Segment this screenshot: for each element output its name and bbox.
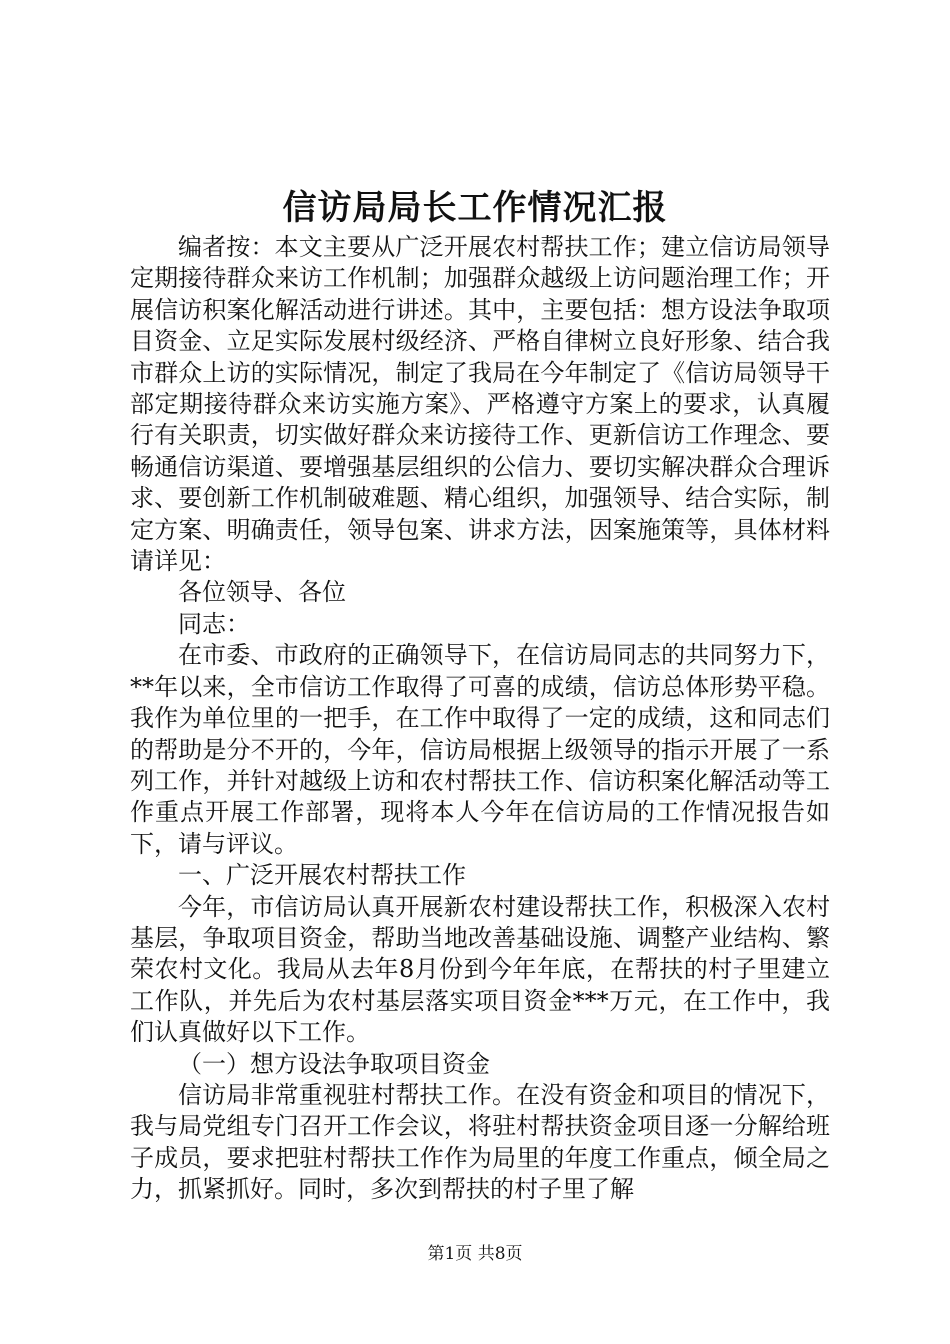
page-footer: 第1页 共8页 bbox=[427, 1244, 523, 1264]
document-title: 信访局局长工作情况汇报 bbox=[282, 188, 668, 228]
paragraph-intro: 在市委、市政府的正确领导下，在信访局同志的共同努力下，**年以来，全市信访工作取得了可喜的成绩，信访总体形势平稳。我作为单位里的一把手，在工作中取得了一定的成绩，这和同志们的帮助是分不开的，今年，信访局根据上级领导的指示开展了一系列工作，并针对越级上访和农村帮扶工作、信访积案化解活动等工作重点开展工作部署，现将本人今年在信访局的工作情况报告如下，请与评议。 bbox=[130, 641, 830, 858]
section-heading-1: 一、广泛开展农村帮扶工作 bbox=[178, 861, 466, 890]
subsection-heading-1: （一）想方设法争取项目资金 bbox=[178, 1049, 490, 1078]
paragraph-salutation-1: 各位领导、各位 bbox=[178, 578, 346, 607]
paragraph-salutation-2: 同志： bbox=[178, 609, 250, 638]
paragraph-section-1: 今年，市信访局认真开展新农村建设帮扶工作，积极深入农村基层，争取项目资金，帮助当地改善基础设施、调整产业结构、繁荣农村文化。我局从去年8月份到今年年底，在帮扶的村子里建立工作队，并先后为农村基层落实项目资金***万元，在工作中，我们认真做好以下工作。 bbox=[130, 892, 830, 1047]
paragraph-subsection-1: 信访局非常重视驻村帮扶工作。在没有资金和项目的情况下，我与局党组专门召开工作会议，将驻村帮扶资金项目逐一分解给班子成员，要求把驻村帮扶工作作为局里的年度工作重点，倾全局之力，抓紧抓好。同时，多次到帮扶的村子里了解 bbox=[130, 1080, 830, 1204]
paragraph-editor-note: 编者按：本文主要从广泛开展农村帮扶工作；建立信访局领导定期接待群众来访工作机制；加强群众越级上访问题治理工作；开展信访积案化解活动进行讲述。其中，主要包括：想方设法争取项目资金、立足实际发展村级经济、严格自律树立良好形象、结合我市群众上访的实际情况，制定了我局在今年制定了《信访局领导干部定期接待群众来访实施方案》、严格遵守方案上的要求，认真履行有关职责，切实做好群众来访接待工作、更新信访工作理念、要畅通信访渠道、要增强基层组织的公信力、要切实解决群众合理诉求、要创新工作机制破难题、精心组织，加强领导、结合实际，制定方案、明确责任，领导包案、讲求方法，因案施策等，具体材料请详见： bbox=[130, 233, 830, 576]
document-body bbox=[130, 232, 830, 1206]
